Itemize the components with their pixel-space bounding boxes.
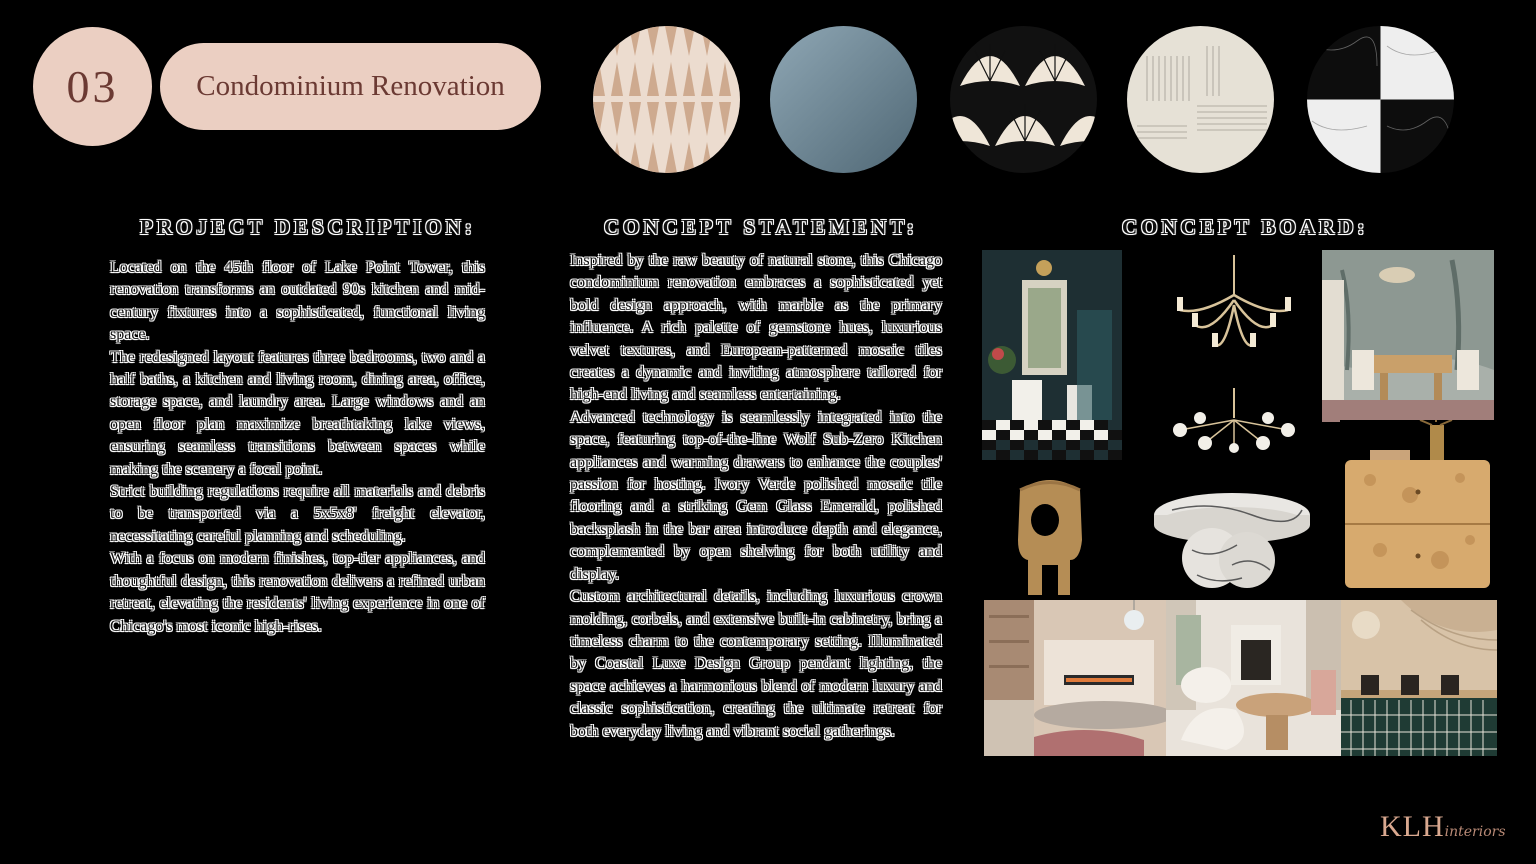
brass-chandelier-photo	[1160, 255, 1308, 370]
marble-coffee-table-photo	[1152, 490, 1312, 590]
logo-script: interiors	[1444, 824, 1506, 840]
project-description-heading: PROJECT DESCRIPTION:	[140, 215, 476, 239]
page-title-pill	[160, 43, 541, 130]
concept-statement-paragraph: Advanced technology is seamlessly integrated into the space, featuring top-of-the-line Wolf Sub-Zero Kitchen appliances and warming drawers to enhance the couples' passion for hosting. Ivory Verde polished mosaic tile flooring and a striking Gem Glass Emerald, polished backsplash in the bar area introduce depth and elegance, complemented by open shelving for both utility and display.	[570, 408, 942, 583]
logo-initials: KLH	[1380, 810, 1445, 843]
concept-statement-paragraph: Custom architectural details, including luxurious crown molding, corbels, and extensive built-in cabinetry, bring a timeless charm to the contemporary setting. Illuminated by Coastal Luxe Design Group pendant lighting, the space achieves a harmonious blend of modern luxury and classic sophistication, creating the ultimate retreat for both everyday living and vibrant social gatherings.	[570, 588, 942, 740]
project-description-paragraph: With a focus on modern finishes, top-tier appliances, and thoughtful design, this renovation delivers a refined urban retreat, elevating the residents' living experience in one of Chicago's most iconic high-rises.	[110, 550, 485, 635]
project-description-paragraph: Located on the 45th floor of Lake Point Tower, this renovation transforms an outdated 90s kitchen and mid-century fixtures into a sophisticated, functional living space.	[110, 259, 485, 344]
concept-board-heading: CONCEPT BOARD:	[1122, 215, 1369, 239]
dining-room-mural-photo	[1322, 250, 1494, 422]
project-description-paragraph: Strict building regulations require all materials and debris to be transported via a 5x5x8' freight elevator, necessitating careful planning and scheduling.	[110, 483, 485, 545]
concept-statement-heading: CONCEPT STATEMENT:	[604, 215, 918, 239]
swatch-black-white-marble-checker	[1307, 26, 1454, 173]
kitchen-banquette-photo	[984, 600, 1166, 756]
swatch-ginkgo-leaf-wallpaper	[950, 26, 1097, 173]
swatch-linear-textured-rug	[1127, 26, 1274, 173]
living-room-photo	[1166, 600, 1341, 756]
velvet-chair-photo	[1000, 470, 1100, 598]
swatch-slate-blue-paint	[770, 26, 917, 173]
klh-interiors-logo	[1380, 810, 1506, 844]
page-title: Condominium Renovation	[196, 70, 505, 102]
section-number: 03	[66, 61, 119, 112]
concept-statement-paragraph: Inspired by the raw beauty of natural stone, this Chicago condominium renovation embraces a sophisticated yet bold design approach, with marble as the primary influence. A rich palette of gemstone hues, luxurious velvet textures, and European-patterned mosaic tiles creates a dynamic and inviting atmosphere tailored for high-end living and seamless entertaining.	[570, 252, 942, 404]
project-description-body	[110, 257, 485, 638]
swatch-geometric-wood-pattern	[593, 26, 740, 173]
emerald-tile-bar-photo	[1341, 600, 1497, 756]
concept-statement-body	[570, 250, 942, 743]
burl-wood-nightstand-photo	[1340, 420, 1495, 595]
project-description-paragraph: The redesigned layout features three bedrooms, two and a half baths, a kitchen and living room, dining area, office, storage space, and laundry area. Large windows and an open floor plan maximize breathtaking lake views, ensuring seamless transitions between spaces while making the scenery a focal point.	[110, 348, 485, 478]
sputnik-chandelier-photo	[1160, 388, 1308, 453]
powder-room-photo	[982, 250, 1122, 460]
section-number-badge	[33, 27, 152, 146]
